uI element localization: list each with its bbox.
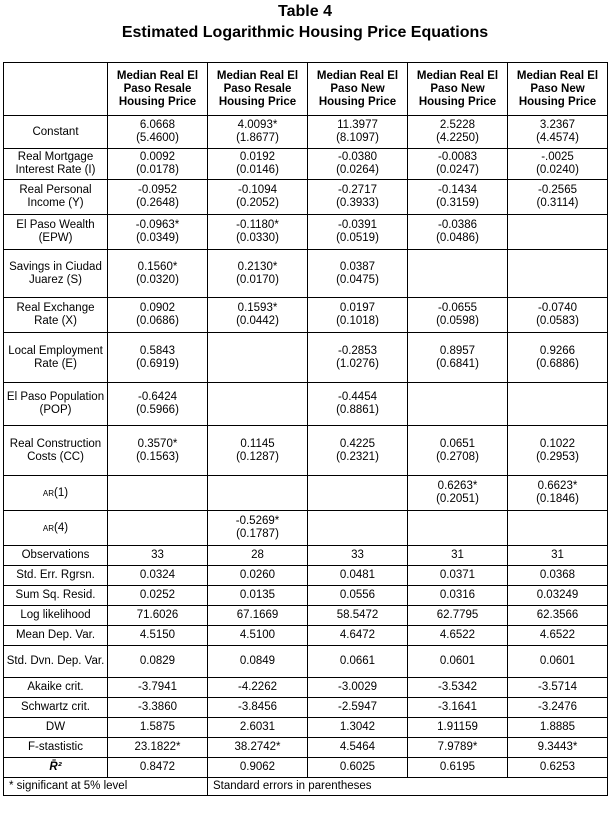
column-header: Median Real El Paso New Housing Price: [408, 63, 508, 116]
standard-error: (0.6919): [136, 357, 179, 370]
table-row: [4, 250, 608, 298]
row-label-smallcaps: AR: [42, 523, 55, 533]
coefficient-value: -0.5269*: [235, 515, 280, 527]
stat-value: 0.6025: [308, 758, 408, 778]
stat-value: 0.0556: [308, 586, 408, 606]
column-header: Median Real El Paso New Housing Price: [308, 63, 408, 116]
stat-label: Akaike crit.: [4, 678, 108, 698]
coefficient-cell: [508, 298, 608, 333]
standard-error: (0.5966): [136, 404, 179, 416]
table-row: [4, 149, 608, 180]
coefficient-cell: [208, 511, 308, 546]
standard-error: (8.1097): [336, 132, 379, 144]
coefficient-value: 0.3570*: [137, 437, 178, 450]
standard-error: (5.4600): [136, 132, 179, 144]
table-row: [4, 426, 608, 476]
stat-value: -2.5947: [308, 698, 408, 718]
coefficient-value: 0.6623*: [537, 480, 578, 492]
coefficient-cell: [308, 116, 408, 149]
standard-error: (0.0583): [536, 315, 579, 327]
column-header: Median Real El Paso Resale Housing Price: [208, 63, 308, 116]
coefficient-cell: [408, 180, 508, 215]
stat-value: 0.6253: [508, 758, 608, 778]
stat-value: 23.1822*: [108, 738, 208, 758]
stat-value: 0.0260: [208, 566, 308, 586]
stat-value: 0.0371: [408, 566, 508, 586]
coefficient-cell: [308, 333, 408, 383]
stat-value: 1.91159: [408, 718, 508, 738]
stat-value: -3.8456: [208, 698, 308, 718]
stat-value: 0.0316: [408, 586, 508, 606]
stat-value: 0.03249: [508, 586, 608, 606]
stat-value: 33: [108, 546, 208, 566]
stat-value: 62.7795: [408, 606, 508, 626]
stat-label: Std. Dvn. Dep. Var.: [4, 646, 108, 678]
coefficient-value: -0.0391: [337, 219, 377, 231]
standard-error: (0.6886): [536, 357, 579, 370]
stat-value: 0.9062: [208, 758, 308, 778]
coefficient-cell: [108, 333, 208, 383]
table-number: Table 4: [278, 3, 332, 20]
coefficient-cell: [108, 383, 208, 426]
coefficient-cell: [208, 215, 308, 250]
stat-value: 2.6031: [208, 718, 308, 738]
coefficient-value: 0.0197: [339, 302, 376, 314]
footer-row: [4, 778, 608, 796]
stats-row: [4, 738, 608, 758]
coefficient-value: 11.3977: [337, 119, 378, 131]
stat-value: 4.6522: [508, 626, 608, 646]
coefficient-value: -0.2565: [537, 184, 577, 196]
standard-error: (0.3114): [536, 197, 579, 209]
stat-value: -4.2262: [208, 678, 308, 698]
stat-value: 58.5472: [308, 606, 408, 626]
stat-value: 0.6195: [408, 758, 508, 778]
standard-error: (4.2250): [436, 132, 479, 144]
stat-value: 0.8472: [108, 758, 208, 778]
coefficient-value: 0.8957: [439, 344, 476, 357]
stat-value: 0.0849: [208, 646, 308, 678]
row-label: Local Employment Rate (E): [4, 333, 108, 383]
standard-error: (0.0486): [436, 232, 479, 244]
coefficient-cell: [508, 476, 608, 511]
coefficient-cell: [108, 180, 208, 215]
coefficient-cell: [208, 180, 308, 215]
row-label: [4, 511, 108, 546]
standard-error: (0.2051): [436, 493, 479, 505]
standard-error: (4.4574): [536, 132, 579, 144]
row-label-suffix: (4): [54, 521, 69, 534]
coefficient-value: 0.2130*: [237, 260, 278, 273]
standard-error: (0.2953): [536, 450, 579, 463]
stats-row: [4, 698, 608, 718]
coefficient-value: 4.0093*: [237, 119, 278, 131]
stat-label: Mean Dep. Var.: [4, 626, 108, 646]
coefficient-cell: [408, 215, 508, 250]
coefficient-cell: [108, 215, 208, 250]
coefficient-cell: [308, 215, 408, 250]
stat-label: Schwartz crit.: [4, 698, 108, 718]
stat-value: -3.7941: [108, 678, 208, 698]
stat-value: 1.3042: [308, 718, 408, 738]
coefficient-cell: [308, 476, 408, 511]
coefficient-value: -0.0083: [437, 151, 477, 163]
row-label: [4, 476, 108, 511]
standard-error: (0.0146): [236, 164, 279, 176]
standard-error: (0.0320): [136, 273, 179, 286]
stat-label: Sum Sq. Resid.: [4, 586, 108, 606]
coefficient-cell: [308, 298, 408, 333]
standard-error: (0.0247): [436, 164, 479, 176]
stats-row: [4, 546, 608, 566]
row-label: Real Exchange Rate (X): [4, 298, 108, 333]
coefficient-cell: [508, 511, 608, 546]
coefficient-value: -0.2853: [337, 344, 377, 357]
stat-value: 0.0252: [108, 586, 208, 606]
standard-error: (1.8677): [236, 132, 279, 144]
table-row: [4, 116, 608, 149]
stats-row: [4, 606, 608, 626]
coefficient-cell: [408, 511, 508, 546]
coefficient-value: 0.1593*: [237, 302, 278, 314]
standard-error: (0.0442): [236, 315, 279, 327]
coefficient-value: -0.0963*: [135, 219, 180, 231]
coefficient-value: 3.2367: [539, 119, 576, 131]
stat-value: 1.5875: [108, 718, 208, 738]
stat-value: 4.5464: [308, 738, 408, 758]
standard-error: (0.0598): [436, 315, 479, 327]
stats-row: [4, 586, 608, 606]
coefficient-cell: [408, 333, 508, 383]
table-row: [4, 333, 608, 383]
standard-error: (0.0178): [136, 164, 179, 176]
coefficient-cell: [108, 250, 208, 298]
coefficient-value: -0.4454: [337, 391, 377, 403]
coefficient-value: 0.5843: [139, 344, 176, 357]
coefficient-value: -0.1094: [237, 184, 277, 196]
stat-value: -3.5342: [408, 678, 508, 698]
coefficient-value: -0.2717: [337, 184, 377, 196]
coefficient-cell: [108, 426, 208, 476]
coefficient-cell: [208, 383, 308, 426]
standard-error: (0.2708): [436, 450, 479, 463]
stat-value: -3.2476: [508, 698, 608, 718]
stat-value: 0.0481: [308, 566, 408, 586]
stat-value: 0.0135: [208, 586, 308, 606]
table-row: [4, 215, 608, 250]
coefficient-value: -0.0655: [437, 302, 477, 314]
standard-error: (0.1287): [236, 450, 279, 463]
table-row: [4, 298, 608, 333]
coefficient-cell: [508, 215, 608, 250]
coefficient-cell: [508, 149, 608, 180]
table-title: Estimated Logarithmic Housing Price Equations: [121, 24, 489, 41]
stat-value: -3.0029: [308, 678, 408, 698]
table-row: [4, 383, 608, 426]
standard-error: (0.2648): [136, 197, 179, 209]
stats-row: [4, 758, 608, 778]
row-label: Real Construction Costs (CC): [4, 426, 108, 476]
coefficient-value: 0.0387: [339, 260, 376, 273]
column-header: Median Real El Paso Resale Housing Price: [108, 63, 208, 116]
standard-error: (0.0686): [136, 315, 179, 327]
row-label: Real Personal Income (Y): [4, 180, 108, 215]
coefficient-cell: [408, 383, 508, 426]
stats-row: [4, 678, 608, 698]
standard-error: (0.1018): [336, 315, 379, 327]
stat-value: 0.0829: [108, 646, 208, 678]
standard-error: (0.6841): [436, 357, 479, 370]
coefficient-value: -0.0380: [337, 151, 377, 163]
stat-value: 31: [408, 546, 508, 566]
stats-row: [4, 718, 608, 738]
coefficient-cell: [508, 116, 608, 149]
coefficient-cell: [208, 149, 308, 180]
stat-value: 31: [508, 546, 608, 566]
standard-error: (0.2321): [336, 450, 379, 463]
stats-row: [4, 626, 608, 646]
stat-value: -3.3860: [108, 698, 208, 718]
table-caption: [0, 0, 610, 61]
coefficient-cell: [408, 426, 508, 476]
coefficient-cell: [508, 180, 608, 215]
stat-value: 4.5100: [208, 626, 308, 646]
coefficient-value: -0.6424: [137, 391, 177, 403]
stat-label: Observations: [4, 546, 108, 566]
stat-value: 4.6522: [408, 626, 508, 646]
coefficient-value: -0.0386: [437, 219, 477, 231]
row-label: Constant: [4, 116, 108, 149]
coefficient-cell: [208, 333, 308, 383]
coefficient-cell: [408, 149, 508, 180]
stat-label: Log likelihood: [4, 606, 108, 626]
stat-value: 7.9789*: [408, 738, 508, 758]
standard-error: (0.0264): [336, 164, 379, 176]
stat-value: 0.0661: [308, 646, 408, 678]
coefficient-value: -0.1434: [437, 184, 477, 196]
column-header: Median Real El Paso New Housing Price: [508, 63, 608, 116]
row-label: El Paso Population (POP): [4, 383, 108, 426]
coefficient-value: -0.0952: [137, 184, 177, 196]
stat-value: 28: [208, 546, 308, 566]
stat-value: 1.8885: [508, 718, 608, 738]
stat-label: F-stastistic: [4, 738, 108, 758]
corner-cell: [4, 63, 108, 116]
coefficient-cell: [408, 250, 508, 298]
stat-value: 4.5150: [108, 626, 208, 646]
coefficient-cell: [308, 250, 408, 298]
coefficient-cell: [308, 180, 408, 215]
stat-value: 0.0601: [508, 646, 608, 678]
coefficient-cell: [208, 298, 308, 333]
coefficient-cell: [208, 426, 308, 476]
stat-value: 38.2742*: [208, 738, 308, 758]
table-row: [4, 476, 608, 511]
coefficient-cell: [508, 383, 608, 426]
stat-label: DW: [4, 718, 108, 738]
stats-row: [4, 566, 608, 586]
coefficient-value: 6.0668: [139, 119, 176, 131]
standard-error: (0.0475): [336, 273, 379, 286]
stat-value: 71.6026: [108, 606, 208, 626]
standard-error: (0.2052): [236, 197, 279, 209]
coefficient-value: -.0025: [541, 151, 574, 163]
coefficient-value: -0.0740: [537, 302, 577, 314]
coefficient-cell: [108, 476, 208, 511]
coefficient-cell: [508, 250, 608, 298]
coefficient-value: 0.1145: [240, 437, 275, 450]
coefficient-cell: [508, 426, 608, 476]
stat-value: -3.5714: [508, 678, 608, 698]
standard-error: (1.0276): [336, 357, 379, 370]
significance-note: * significant at 5% level: [4, 778, 208, 796]
row-label: El Paso Wealth (EPW): [4, 215, 108, 250]
coefficient-cell: [108, 298, 208, 333]
coefficient-value: 0.1022: [539, 437, 576, 450]
coefficient-value: 0.0651: [439, 437, 476, 450]
coefficient-cell: [108, 116, 208, 149]
coefficient-cell: [208, 250, 308, 298]
standard-error: (0.8861): [336, 404, 379, 416]
coefficient-value: 2.5228: [439, 119, 476, 131]
coefficient-cell: [208, 116, 308, 149]
stats-row: [4, 646, 608, 678]
standard-error: (0.1846): [536, 493, 579, 505]
coefficient-value: 0.9266: [539, 344, 576, 357]
coefficient-cell: [308, 149, 408, 180]
row-label: Real Mortgage Interest Rate (I): [4, 149, 108, 180]
coefficient-value: 0.4225: [339, 437, 376, 450]
coefficient-value: 0.0092: [139, 151, 176, 163]
coefficient-cell: [408, 298, 508, 333]
coefficient-value: 0.0902: [139, 302, 176, 314]
coefficient-cell: [308, 383, 408, 426]
standard-error: (0.0330): [236, 232, 279, 244]
coefficient-cell: [108, 149, 208, 180]
stat-value: 4.6472: [308, 626, 408, 646]
standard-error: (0.0170): [236, 273, 279, 286]
coefficient-cell: [308, 511, 408, 546]
standard-error: (0.0519): [336, 232, 379, 244]
standard-error: (0.3159): [436, 197, 479, 209]
standard-error: (0.1563): [136, 450, 179, 463]
row-label-smallcaps: AR: [42, 488, 55, 498]
stat-value: 9.3443*: [508, 738, 608, 758]
standard-error: (0.3933): [336, 197, 379, 209]
regression-table: [3, 62, 608, 796]
coefficient-cell: [508, 333, 608, 383]
table-row: [4, 511, 608, 546]
coefficient-cell: [408, 116, 508, 149]
stat-value: 0.0324: [108, 566, 208, 586]
coefficient-cell: [108, 511, 208, 546]
header-row: [4, 63, 608, 116]
stat-value: -3.1641: [408, 698, 508, 718]
standard-error: (0.0349): [136, 232, 179, 244]
standard-error: (0.0240): [536, 164, 579, 176]
row-label: Savings in Ciudad Juarez (S): [4, 250, 108, 298]
coefficient-cell: [308, 426, 408, 476]
stat-label: R̄²: [4, 758, 108, 778]
stat-value: 33: [308, 546, 408, 566]
stat-value: 62.3566: [508, 606, 608, 626]
stat-value: 0.0368: [508, 566, 608, 586]
coefficient-cell: [408, 476, 508, 511]
stat-value: 0.0601: [408, 646, 508, 678]
standard-error-note: Standard errors in parentheses: [208, 778, 608, 796]
stat-value: 67.1669: [208, 606, 308, 626]
coefficient-value: 0.1560*: [137, 260, 178, 273]
coefficient-value: 0.0192: [239, 151, 276, 163]
coefficient-value: -0.1180*: [236, 219, 279, 231]
table-row: [4, 180, 608, 215]
coefficient-value: 0.6263*: [437, 480, 478, 492]
coefficient-cell: [208, 476, 308, 511]
standard-error: (0.1787): [236, 528, 279, 540]
stat-label: Std. Err. Rgrsn.: [4, 566, 108, 586]
row-label-suffix: (1): [54, 486, 69, 499]
